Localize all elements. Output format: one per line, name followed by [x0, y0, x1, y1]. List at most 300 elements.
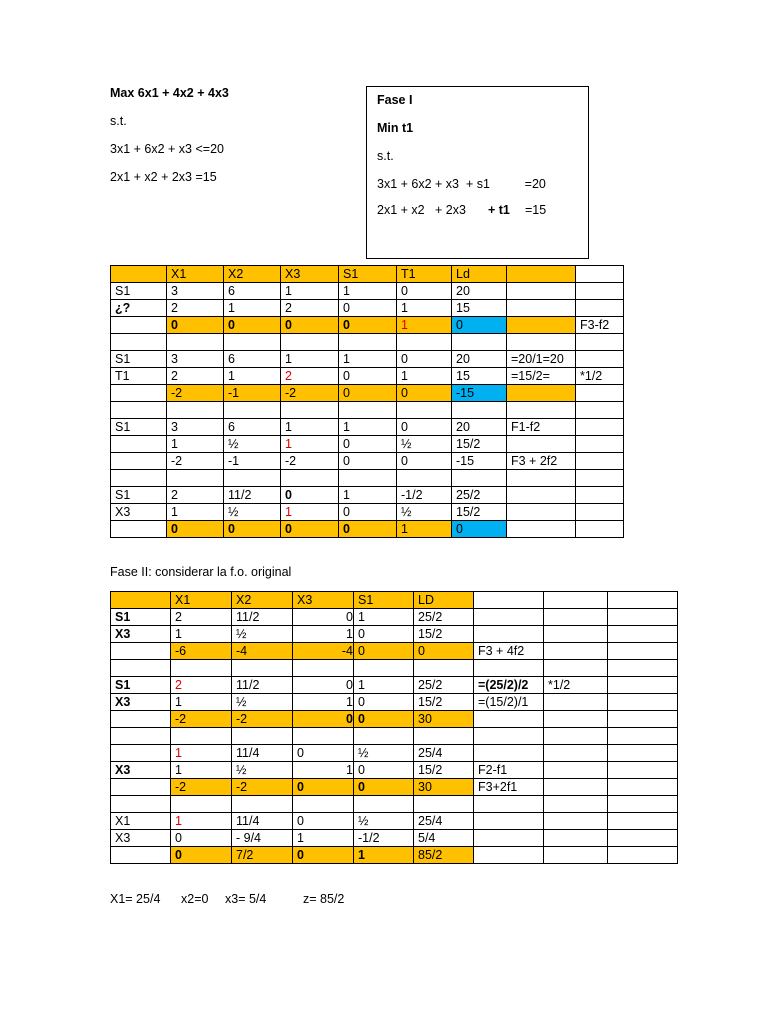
phase1-cell: [111, 266, 167, 283]
phase1-cell: 1: [281, 351, 339, 368]
phase2-cell: [474, 711, 544, 728]
table-row: [111, 694, 678, 711]
phase2-cell: 15/2: [414, 694, 474, 711]
phase2-cell: [608, 711, 678, 728]
phase1-cell: 20: [452, 351, 507, 368]
phase2-cell: 0: [293, 745, 354, 762]
phase1-cell: 1: [397, 317, 452, 334]
phase2-cell: 11/2: [232, 677, 293, 694]
phase1-cell: [576, 334, 624, 351]
phase1-cell: -2: [167, 453, 224, 470]
phase2-cell: -4: [293, 643, 354, 660]
phase2-cell: [544, 762, 608, 779]
phase1-title: Fase I: [377, 93, 413, 107]
table-row: [111, 317, 624, 334]
phase2-cell: [474, 626, 544, 643]
phase1-cell: X1: [167, 266, 224, 283]
phase1-cell: 0: [339, 300, 397, 317]
table-row: [111, 643, 678, 660]
phase1-cell: [224, 470, 281, 487]
phase1-cell: F3-f2: [576, 317, 624, 334]
phase1-cell: [452, 402, 507, 419]
phase1-cell: Ld: [452, 266, 507, 283]
phase1-cell: [339, 402, 397, 419]
phase2-cell: [608, 779, 678, 796]
phase1-cell: 0: [281, 487, 339, 504]
phase1-cell: 0: [281, 317, 339, 334]
phase2-cell: -2: [171, 779, 232, 796]
phase2-cell: [293, 728, 354, 745]
table-row: [111, 470, 624, 487]
phase2-cell: LD: [414, 592, 474, 609]
phase1-cell: [507, 300, 576, 317]
phase2-cell: [474, 847, 544, 864]
phase2-cell: [354, 796, 414, 813]
phase1-cell: [507, 385, 576, 402]
phase2-cell: [608, 745, 678, 762]
phase1-cell: [576, 419, 624, 436]
phase1-cell: 25/2: [452, 487, 507, 504]
phase1-cell: 20: [452, 283, 507, 300]
phase2-cell: [544, 847, 608, 864]
phase1-cell: S1: [111, 283, 167, 300]
phase1-cell: S1: [111, 487, 167, 504]
phase1-header-row: [111, 266, 624, 283]
phase1-cell: 0: [339, 504, 397, 521]
phase2-cell: 1: [171, 762, 232, 779]
phase1-cell: S1: [111, 351, 167, 368]
phase2-cell: [232, 728, 293, 745]
phase1-cell: [167, 402, 224, 419]
phase2-cell: -2: [232, 779, 293, 796]
phase2-cell: 0: [293, 847, 354, 864]
phase2-cell: 0: [354, 779, 414, 796]
phase1-cell: 6: [224, 283, 281, 300]
phase2-title: Fase II: considerar la f.o. original: [110, 565, 292, 579]
phase2-cell: [232, 796, 293, 813]
phase2-cell: ½: [354, 745, 414, 762]
phase2-cell: X2: [232, 592, 293, 609]
phase2-cell: F2-f1: [474, 762, 544, 779]
phase1-cell: S1: [339, 266, 397, 283]
phase1-cell: 0: [452, 521, 507, 538]
phase1-cell: 20: [452, 419, 507, 436]
phase1-cell: [111, 402, 167, 419]
phase2-cell: [293, 660, 354, 677]
phase2-cell: [544, 711, 608, 728]
phase2-cell: S1: [354, 592, 414, 609]
phase1-cell: 0: [339, 436, 397, 453]
table-row: [111, 419, 624, 436]
phase2-cell: [608, 813, 678, 830]
phase2-cell: [474, 728, 544, 745]
phase1-constraint-2-rhs: =15: [525, 203, 547, 217]
phase1-cell: 3: [167, 419, 224, 436]
phase1-cell: [167, 334, 224, 351]
phase2-cell: [608, 830, 678, 847]
phase1-cell: [576, 453, 624, 470]
phase2-cell: 85/2: [414, 847, 474, 864]
phase2-cell: [544, 779, 608, 796]
phase1-cell: 6: [224, 351, 281, 368]
phase1-cell: 6: [224, 419, 281, 436]
phase1-cell: X2: [224, 266, 281, 283]
phase2-cell: 15/2: [414, 626, 474, 643]
phase2-cell: 1: [354, 609, 414, 626]
phase2-cell: [608, 728, 678, 745]
phase1-cell: [111, 436, 167, 453]
phase1-cell: [111, 385, 167, 402]
phase1-cell: -2: [281, 385, 339, 402]
phase1-cell: 0: [397, 453, 452, 470]
phase1-cell: -1: [224, 453, 281, 470]
phase1-cell: [224, 334, 281, 351]
table-row: [111, 368, 624, 385]
phase2-cell: [608, 592, 678, 609]
phase1-cell: [507, 317, 576, 334]
phase2-cell: 1: [354, 847, 414, 864]
phase1-cell: [452, 334, 507, 351]
phase1-cell: =20/1=20: [507, 351, 576, 368]
phase1-cell: [576, 283, 624, 300]
phase1-cell: ½: [397, 504, 452, 521]
phase2-cell: X1: [171, 592, 232, 609]
phase2-cell: [608, 626, 678, 643]
phase1-cell: -15: [452, 385, 507, 402]
phase1-cell: 0: [224, 521, 281, 538]
phase1-cell: 1: [281, 436, 339, 453]
phase2-cell: [354, 660, 414, 677]
phase2-cell: 0: [293, 711, 354, 728]
phase2-cell: 0: [293, 677, 354, 694]
phase1-cell: T1: [111, 368, 167, 385]
phase1-cell: 3: [167, 351, 224, 368]
phase1-cell: ½: [224, 504, 281, 521]
table-row: [111, 762, 678, 779]
table-row: [111, 728, 678, 745]
phase2-cell: [544, 609, 608, 626]
phase2-cell: [608, 796, 678, 813]
phase2-cell: ½: [354, 813, 414, 830]
phase2-cell: 25/4: [414, 813, 474, 830]
phase1-cell: 0: [167, 317, 224, 334]
table-row: [111, 677, 678, 694]
phase1-cell: [576, 470, 624, 487]
phase1-cell: -2: [167, 385, 224, 402]
phase1-cell: [576, 300, 624, 317]
phase2-cell: 0: [414, 643, 474, 660]
constraint-1: 3x1 + 6x2 + x3 <=20: [110, 142, 224, 156]
phase2-cell: [111, 796, 171, 813]
phase2-cell: [608, 677, 678, 694]
phase1-cell: 3: [167, 283, 224, 300]
phase2-cell: [111, 779, 171, 796]
phase1-cell: [111, 334, 167, 351]
phase2-cell: 1: [354, 677, 414, 694]
phase1-cell: 2: [281, 368, 339, 385]
constraint-2: 2x1 + x2 + 2x3 =15: [110, 170, 217, 184]
phase2-cell: =(15/2)/1: [474, 694, 544, 711]
phase1-cell: [397, 470, 452, 487]
table-row: [111, 351, 624, 368]
table-row: [111, 626, 678, 643]
phase1-cell: 15/2: [452, 504, 507, 521]
phase1-cell: 0: [339, 317, 397, 334]
phase1-cell: 0: [339, 521, 397, 538]
phase1-cell: 2: [167, 300, 224, 317]
phase1-cell: [507, 521, 576, 538]
phase1-cell: 15: [452, 368, 507, 385]
phase2-cell: [544, 728, 608, 745]
table-row: [111, 847, 678, 864]
table-row: [111, 504, 624, 521]
phase2-cell: [608, 762, 678, 779]
phase1-box: [366, 86, 589, 259]
phase2-cell: [232, 660, 293, 677]
phase2-cell: 0: [354, 643, 414, 660]
phase2-cell: 0: [171, 847, 232, 864]
phase1-cell: 1: [167, 504, 224, 521]
phase2-cell: [474, 592, 544, 609]
phase2-cell: [474, 609, 544, 626]
phase1-objective: Min t1: [377, 121, 414, 135]
table-row: [111, 334, 624, 351]
phase2-cell: 25/2: [414, 609, 474, 626]
phase1-cell: F1-f2: [507, 419, 576, 436]
phase2-cell: F3 + 4f2: [474, 643, 544, 660]
phase2-cell: 0: [354, 711, 414, 728]
phase1-cell: [507, 283, 576, 300]
phase1-cell: 2: [281, 300, 339, 317]
phase2-cell: [171, 796, 232, 813]
phase2-cell: [608, 694, 678, 711]
phase1-cell: -1/2: [397, 487, 452, 504]
phase2-cell: X3: [293, 592, 354, 609]
phase2-cell: X1: [111, 813, 171, 830]
phase1-cell: [111, 470, 167, 487]
phase1-cell: T1: [397, 266, 452, 283]
phase2-cell: 5/4: [414, 830, 474, 847]
phase2-cell: 11/2: [232, 609, 293, 626]
phase2-cell: - 9/4: [232, 830, 293, 847]
phase1-cell: 11/2: [224, 487, 281, 504]
table-row: [111, 830, 678, 847]
table-row: [111, 487, 624, 504]
table-row: [111, 385, 624, 402]
phase1-cell: [281, 334, 339, 351]
phase2-cell: [414, 796, 474, 813]
phase1-cell: [281, 470, 339, 487]
phase2-cell: [171, 660, 232, 677]
phase1-cell: 1: [224, 368, 281, 385]
phase2-cell: 1: [171, 694, 232, 711]
phase1-cell: [452, 470, 507, 487]
phase1-cell: [507, 436, 576, 453]
phase1-cell: 15/2: [452, 436, 507, 453]
phase1-cell: 0: [452, 317, 507, 334]
phase2-cell: [474, 796, 544, 813]
phase1-constraint-2: 2x1 + x2 + 2x3: [377, 203, 466, 217]
phase1-cell: 15: [452, 300, 507, 317]
phase2-cell: [111, 711, 171, 728]
phase1-cell: 1: [281, 504, 339, 521]
phase2-cell: -4: [232, 643, 293, 660]
phase2-cell: =(25/2)/2: [474, 677, 544, 694]
phase1-cell: 1: [339, 487, 397, 504]
table-row: [111, 745, 678, 762]
phase2-cell: 0: [354, 694, 414, 711]
phase2-cell: 1: [293, 626, 354, 643]
phase2-cell: 30: [414, 779, 474, 796]
phase2-cell: [111, 592, 171, 609]
phase1-cell: [576, 521, 624, 538]
phase1-cell: X3: [111, 504, 167, 521]
phase1-cell: 1: [397, 300, 452, 317]
table-row: [111, 453, 624, 470]
table-row: [111, 711, 678, 728]
phase2-cell: -6: [171, 643, 232, 660]
phase1-cell: ½: [397, 436, 452, 453]
phase1-tableau: [110, 265, 624, 538]
phase2-header-row: [111, 592, 678, 609]
phase1-cell: 0: [281, 521, 339, 538]
phase1-cell: [111, 521, 167, 538]
phase1-cell: =15/2=: [507, 368, 576, 385]
phase2-cell: 7/2: [232, 847, 293, 864]
phase2-cell: [474, 745, 544, 762]
objective-function: Max 6x1 + 4x2 + 4x3: [110, 86, 229, 100]
phase2-cell: [544, 626, 608, 643]
phase1-cell: 1: [281, 419, 339, 436]
phase2-cell: [414, 728, 474, 745]
phase2-cell: [414, 660, 474, 677]
phase1-cell: *1/2: [576, 368, 624, 385]
phase2-cell: 1: [171, 626, 232, 643]
phase1-cell: [576, 436, 624, 453]
phase1-cell: ½: [224, 436, 281, 453]
phase1-cell: 0: [339, 385, 397, 402]
phase1-cell: [576, 351, 624, 368]
phase1-constraint-2-artificial: + t1: [488, 203, 510, 217]
phase1-cell: [397, 334, 452, 351]
phase1-cell: [576, 402, 624, 419]
phase2-cell: [544, 830, 608, 847]
phase2-cell: 25/4: [414, 745, 474, 762]
table-row: [111, 660, 678, 677]
phase1-constraint-1: 3x1 + 6x2 + x3 + s1 =20: [377, 177, 546, 191]
phase1-cell: 1: [224, 300, 281, 317]
phase1-cell: [339, 334, 397, 351]
solution-z: z= 85/2: [303, 892, 345, 906]
phase1-cell: ¿?: [111, 300, 167, 317]
phase1-cell: S1: [111, 419, 167, 436]
phase2-cell: [608, 847, 678, 864]
phase1-cell: -2: [281, 453, 339, 470]
phase1-cell: [507, 334, 576, 351]
phase2-cell: 0: [293, 813, 354, 830]
phase2-cell: 25/2: [414, 677, 474, 694]
phase1-cell: 1: [339, 283, 397, 300]
phase1-cell: 0: [339, 453, 397, 470]
phase1-cell: 0: [397, 283, 452, 300]
phase2-cell: X3: [111, 830, 171, 847]
phase2-cell: 0: [293, 779, 354, 796]
phase2-cell: 11/4: [232, 745, 293, 762]
phase2-tableau: [110, 591, 678, 864]
phase1-cell: [111, 317, 167, 334]
table-row: [111, 436, 624, 453]
table-row: [111, 796, 678, 813]
phase2-cell: 11/4: [232, 813, 293, 830]
phase2-cell: [474, 813, 544, 830]
phase1-cell: [507, 504, 576, 521]
table-row: [111, 779, 678, 796]
table-row: [111, 300, 624, 317]
phase2-cell: [354, 728, 414, 745]
phase2-cell: 1: [293, 762, 354, 779]
phase1-cell: [507, 487, 576, 504]
phase2-cell: [608, 643, 678, 660]
solution-x1: X1= 25/4: [110, 892, 161, 906]
phase2-cell: X3: [111, 694, 171, 711]
phase2-cell: 1: [293, 694, 354, 711]
phase2-cell: [608, 660, 678, 677]
phase2-cell: [111, 643, 171, 660]
phase2-cell: [171, 728, 232, 745]
phase2-cell: 2: [171, 609, 232, 626]
table-row: [111, 521, 624, 538]
phase2-cell: ½: [232, 626, 293, 643]
phase2-cell: 0: [354, 626, 414, 643]
phase2-cell: S1: [111, 609, 171, 626]
phase2-cell: 1: [171, 745, 232, 762]
phase2-cell: [544, 660, 608, 677]
phase2-cell: [544, 745, 608, 762]
phase2-cell: *1/2: [544, 677, 608, 694]
phase1-cell: [507, 266, 576, 283]
phase1-cell: -1: [224, 385, 281, 402]
phase1-cell: 0: [224, 317, 281, 334]
phase2-cell: -2: [171, 711, 232, 728]
subject-to-label: s.t.: [110, 114, 127, 128]
phase2-cell: [544, 813, 608, 830]
phase2-cell: [608, 609, 678, 626]
solution-x3: x3= 5/4: [225, 892, 267, 906]
phase2-cell: [544, 694, 608, 711]
phase2-cell: 1: [293, 830, 354, 847]
phase1-cell: -15: [452, 453, 507, 470]
phase2-cell: S1: [111, 677, 171, 694]
phase1-cell: 1: [397, 521, 452, 538]
phase2-cell: -2: [232, 711, 293, 728]
phase2-cell: 1: [171, 813, 232, 830]
phase1-cell: [397, 402, 452, 419]
phase2-cell: [474, 830, 544, 847]
phase2-cell: X3: [111, 762, 171, 779]
phase2-cell: [111, 660, 171, 677]
phase1-cell: [576, 504, 624, 521]
phase1-subject-to: s.t.: [377, 149, 394, 163]
phase1-cell: 2: [167, 487, 224, 504]
phase2-cell: F3+2f1: [474, 779, 544, 796]
table-row: [111, 609, 678, 626]
phase2-cell: [544, 643, 608, 660]
phase2-cell: 0: [171, 830, 232, 847]
phase1-cell: 1: [167, 436, 224, 453]
phase1-cell: 1: [339, 419, 397, 436]
phase1-cell: [576, 487, 624, 504]
phase2-cell: [544, 592, 608, 609]
